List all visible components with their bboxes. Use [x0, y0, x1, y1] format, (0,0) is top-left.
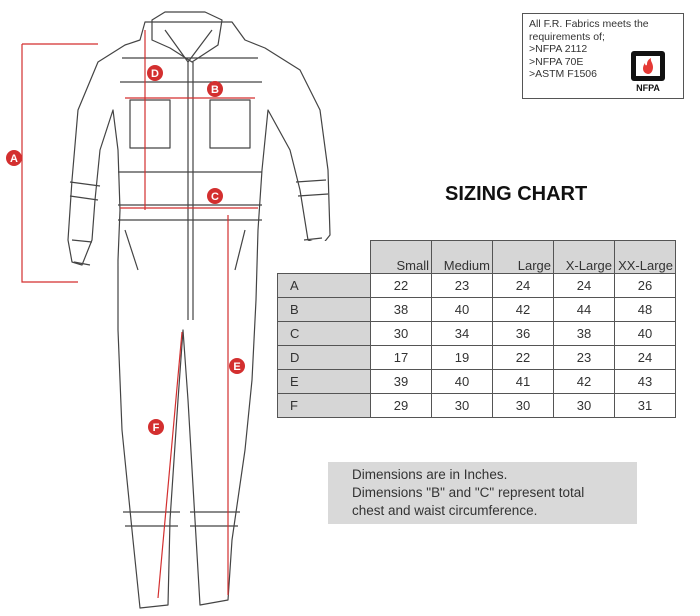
table-cell: 43 [615, 370, 676, 394]
table-cell: 24 [615, 346, 676, 370]
table-corner [278, 241, 371, 274]
chest-pocket-right [210, 100, 250, 148]
table-cell: 19 [432, 346, 493, 370]
column-header: XX-Large [615, 241, 676, 274]
note-line: Dimensions "B" and "C" represent total [352, 485, 585, 500]
row-label: B [278, 298, 371, 322]
table-cell: 24 [493, 274, 554, 298]
table-cell: 17 [371, 346, 432, 370]
table-cell: 26 [615, 274, 676, 298]
svg-text:F: F [152, 422, 160, 434]
sizing-table [277, 240, 676, 418]
table-row [278, 298, 676, 322]
nfpa-logo-text: NFPA [636, 83, 660, 93]
table-cell: 24 [554, 274, 615, 298]
marker-b [207, 81, 223, 97]
table-cell: 30 [554, 394, 615, 418]
cert-line: All F.R. Fabrics meets the [529, 18, 649, 30]
table-cell: 30 [371, 322, 432, 346]
table-cell: 38 [371, 298, 432, 322]
row-label: E [278, 370, 371, 394]
table-cell: 40 [432, 298, 493, 322]
cert-line: >ASTM F1506 [529, 68, 597, 80]
row-label: F [278, 394, 371, 418]
marker-f [148, 419, 164, 435]
marker-c [207, 188, 223, 204]
table-cell: 40 [432, 370, 493, 394]
sizing-chart-title: SIZING CHART [445, 183, 588, 205]
table-cell: 23 [432, 274, 493, 298]
table-row [278, 322, 676, 346]
svg-text:A: A [10, 153, 18, 165]
table-row [278, 370, 676, 394]
svg-text:E: E [233, 361, 241, 373]
table-cell: 23 [554, 346, 615, 370]
table-cell: 34 [432, 322, 493, 346]
svg-text:C: C [211, 191, 219, 203]
row-label: D [278, 346, 371, 370]
measure-line-a [22, 44, 98, 282]
chest-pocket-left [130, 100, 170, 148]
row-label: A [278, 274, 371, 298]
table-cell: 30 [493, 394, 554, 418]
table-cell: 22 [493, 346, 554, 370]
note-line: Dimensions are in Inches. [352, 467, 508, 482]
svg-text:B: B [211, 84, 219, 96]
table-cell: 42 [554, 370, 615, 394]
svg-text:D: D [151, 68, 159, 80]
marker-a [6, 150, 22, 166]
table-cell: 39 [371, 370, 432, 394]
cert-line: >NFPA 2112 [529, 43, 588, 55]
marker-e [229, 358, 245, 374]
row-label: C [278, 322, 371, 346]
cert-line: >NFPA 70E [529, 55, 584, 68]
cert-line: requirements of; [529, 30, 605, 43]
table-cell: 41 [493, 370, 554, 394]
column-header: Medium [432, 241, 493, 274]
table-header-row [278, 241, 676, 274]
table-row [278, 394, 676, 418]
column-header: Small [371, 241, 432, 274]
table-row [278, 274, 676, 298]
collar [152, 12, 222, 62]
dimensions-note [328, 462, 637, 524]
note-line: chest and waist circumference. [352, 503, 538, 518]
marker-d [147, 65, 163, 81]
table-cell: 30 [432, 394, 493, 418]
nfpa-logo [629, 49, 669, 93]
table-cell: 36 [493, 322, 554, 346]
table-cell: 29 [371, 394, 432, 418]
table-cell: 48 [615, 298, 676, 322]
table-cell: 40 [615, 322, 676, 346]
table-cell: 31 [615, 394, 676, 418]
table-cell: 42 [493, 298, 554, 322]
column-header: X-Large [554, 241, 615, 274]
certification-box [522, 13, 684, 99]
table-row [278, 346, 676, 370]
table-cell: 44 [554, 298, 615, 322]
table-cell: 38 [554, 322, 615, 346]
measure-line-f [158, 332, 182, 598]
table-cell: 22 [371, 274, 432, 298]
column-header: Large [493, 241, 554, 274]
